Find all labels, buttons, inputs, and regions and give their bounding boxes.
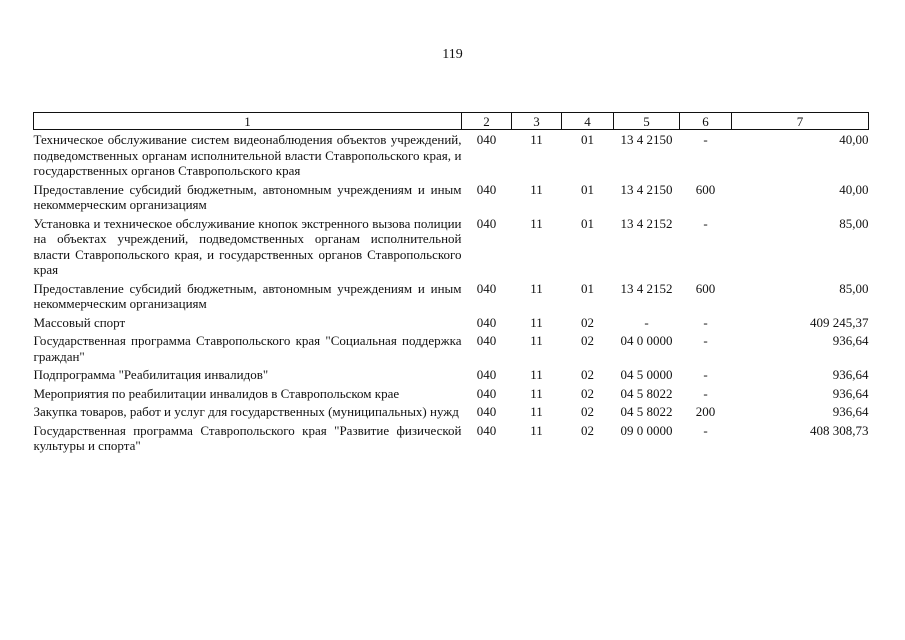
row-name: Закупка товаров, работ и услуг для государственных (муниципальных) нужд	[33, 404, 459, 419]
row-name: Техническое обслуживание систем видеонаблюдения объектов учреждений, подведомственных органам исполнительной власти Ставропольского края, и государственных органов Ставропольского края	[33, 132, 462, 178]
table-row	[34, 423, 869, 457]
row-code-4: 02	[581, 314, 594, 330]
table-row	[34, 216, 869, 281]
row-code-3: 11	[530, 367, 543, 382]
row-code-3: 11	[530, 404, 543, 419]
row-code-3: 11	[530, 181, 543, 197]
table-row	[34, 333, 869, 367]
row-code-2: 040	[476, 367, 497, 382]
row-code-5: 04 5 8022	[620, 385, 673, 401]
row-name: Государственная программа Ставропольского края "Развитие физической культуры и спорта"	[33, 422, 462, 453]
row-code-4: 01	[581, 215, 594, 231]
row-code-4: 02	[581, 385, 594, 401]
row-amount: 936,64	[832, 404, 869, 419]
row-code-6: 600	[695, 181, 716, 197]
table-row	[34, 281, 869, 315]
header-col-2: 2	[462, 113, 512, 130]
row-code-3: 11	[530, 132, 543, 147]
row-amount: 936,64	[832, 367, 869, 382]
row-name: Установка и техническое обслуживание кнопок экстренного вызова полиции на объектах учреждений, подведомственных органам исполнительной власти Ставропольского края, и государственных органов Ставропольского края	[33, 215, 462, 277]
row-amount: 409 245,37	[810, 314, 869, 330]
row-code-2: 040	[476, 280, 497, 296]
row-code-5: 13 4 2152	[620, 280, 673, 296]
row-code-6: -	[703, 215, 708, 231]
row-code-4: 02	[581, 367, 594, 382]
row-amount: 408 308,73	[810, 422, 869, 438]
row-code-6: -	[703, 132, 708, 147]
row-code-4: 02	[581, 333, 594, 348]
table-row	[34, 386, 869, 405]
table-header-row	[34, 113, 869, 130]
row-name: Массовый спорт	[33, 314, 126, 330]
row-code-4: 01	[581, 181, 594, 197]
row-code-5: 13 4 2150	[620, 132, 673, 147]
header-col-3: 3	[512, 113, 562, 130]
table-row	[34, 404, 869, 423]
row-code-3: 11	[530, 333, 543, 348]
row-code-6: -	[703, 314, 708, 330]
row-code-3: 11	[530, 314, 543, 330]
row-code-5: 04 5 0000	[620, 367, 673, 382]
table-row	[34, 315, 869, 334]
row-code-4: 02	[581, 404, 594, 419]
row-code-3: 11	[530, 215, 543, 231]
row-code-4: 02	[581, 422, 594, 438]
row-code-6: -	[703, 422, 708, 438]
row-code-5: 13 4 2152	[620, 215, 673, 231]
row-code-3: 11	[530, 385, 543, 401]
budget-table	[33, 112, 869, 457]
row-amount: 85,00	[839, 280, 869, 296]
row-code-5: 04 0 0000	[620, 333, 673, 348]
row-code-2: 040	[476, 314, 497, 330]
row-name: Подпрограмма "Реабилитация инвалидов"	[33, 367, 269, 382]
row-amount: 40,00	[839, 181, 869, 197]
row-code-2: 040	[476, 385, 497, 401]
table-row	[34, 182, 869, 216]
row-code-3: 11	[530, 280, 543, 296]
row-amount: 40,00	[839, 132, 869, 147]
row-code-5: 13 4 2150	[620, 181, 673, 197]
row-name: Предоставление субсидий бюджетным, автономным учреждениям и иным некоммерческим организациям	[33, 280, 462, 311]
row-code-2: 040	[476, 422, 497, 438]
row-code-4: 01	[581, 280, 594, 296]
row-code-2: 040	[476, 132, 497, 147]
row-name: Государственная программа Ставропольского края "Социальная поддержка граждан"	[33, 333, 462, 364]
row-code-6: -	[703, 367, 708, 382]
row-code-5: 09 0 0000	[620, 422, 673, 438]
row-code-5: -	[644, 314, 649, 330]
row-code-2: 040	[476, 333, 497, 348]
page-number: 119	[442, 47, 463, 62]
header-col-6: 6	[680, 113, 732, 130]
row-code-6: 600	[695, 280, 716, 296]
row-code-2: 040	[476, 181, 497, 197]
table-row	[34, 130, 869, 182]
row-code-6: 200	[695, 404, 716, 419]
row-amount: 936,64	[832, 385, 869, 401]
header-col-1: 1	[34, 113, 462, 130]
row-amount: 936,64	[832, 333, 869, 348]
row-code-6: -	[703, 333, 708, 348]
row-amount: 85,00	[839, 215, 869, 231]
row-name: Мероприятия по реабилитации инвалидов в Ставропольском крае	[33, 385, 400, 401]
row-code-2: 040	[476, 404, 497, 419]
row-code-2: 040	[476, 215, 497, 231]
header-col-7: 7	[732, 113, 869, 130]
header-col-5: 5	[614, 113, 680, 130]
row-code-5: 04 5 8022	[620, 404, 673, 419]
row-code-4: 01	[581, 132, 594, 147]
table-row	[34, 367, 869, 386]
row-name: Предоставление субсидий бюджетным, автономным учреждениям и иным некоммерческим организациям	[33, 181, 462, 212]
row-code-3: 11	[530, 422, 543, 438]
row-code-6: -	[703, 385, 708, 401]
header-col-4: 4	[562, 113, 614, 130]
